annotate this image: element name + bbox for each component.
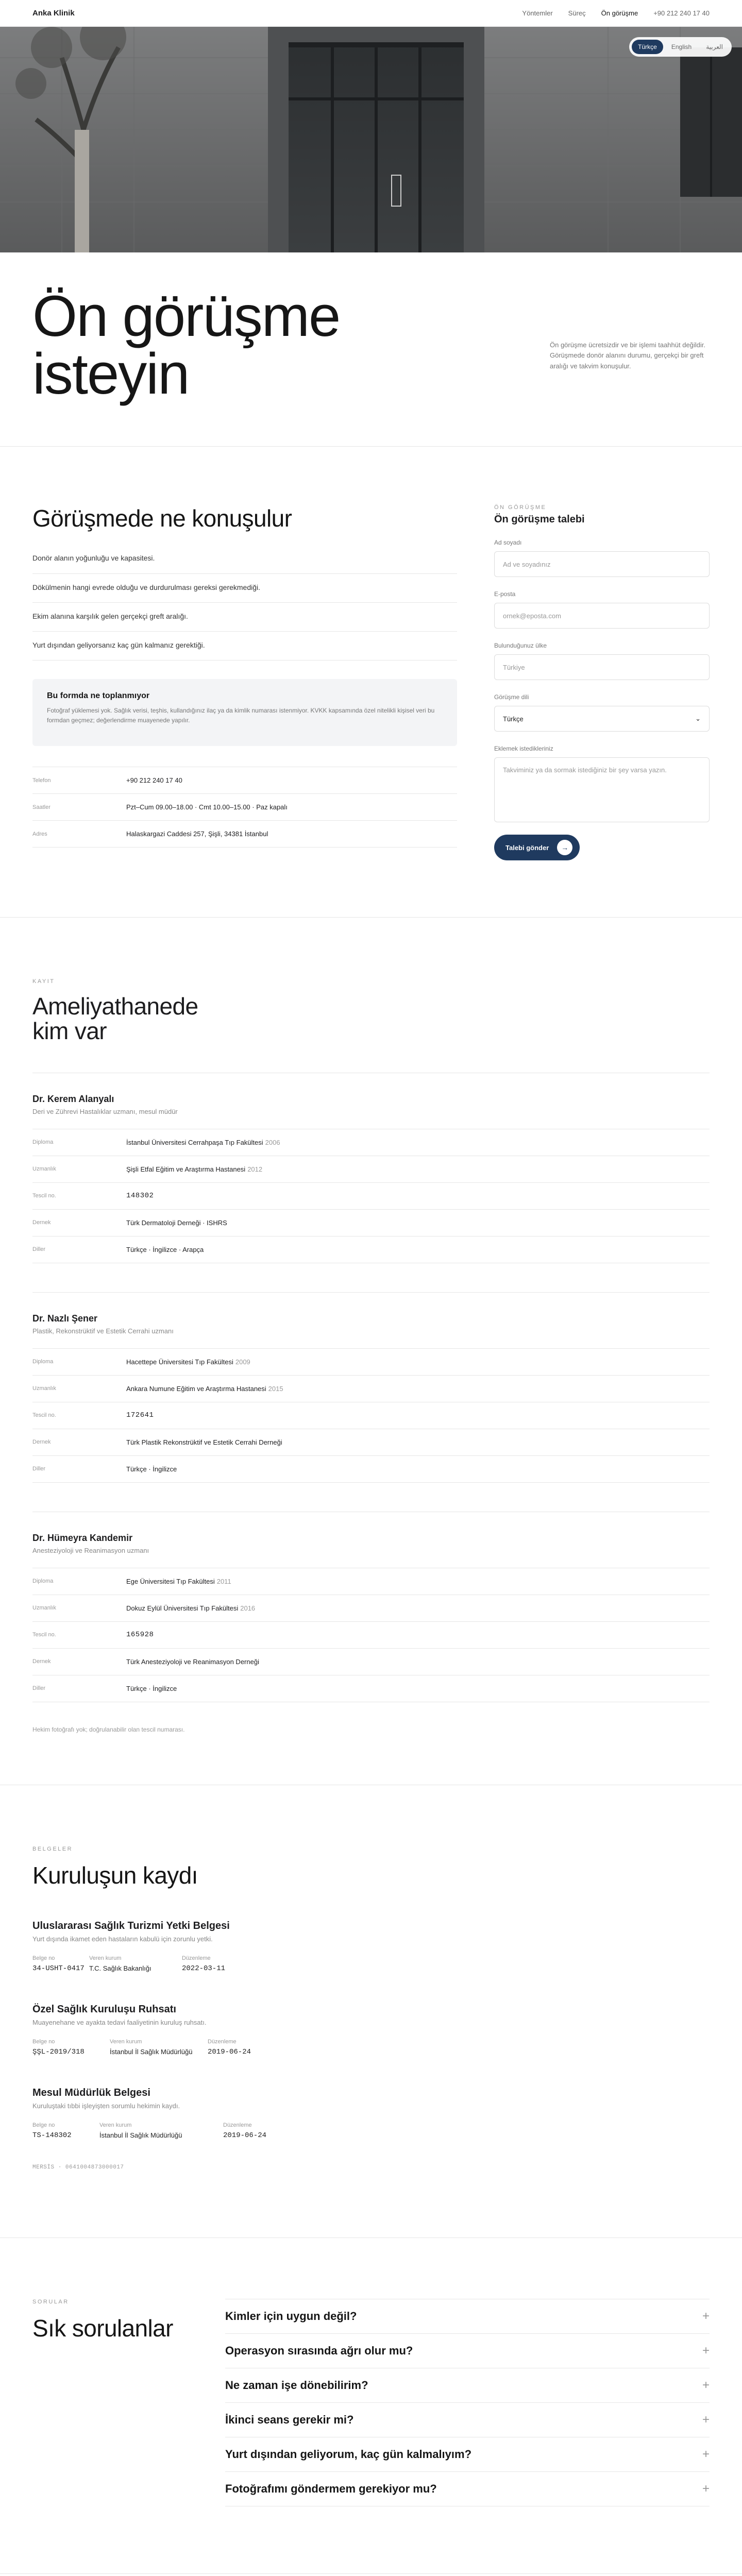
staff-section	[0, 918, 742, 1785]
detail-row	[32, 1210, 710, 1236]
detail-key: Diller	[32, 1685, 46, 1692]
plus-icon: +	[702, 2343, 710, 2358]
contact-row	[32, 767, 457, 794]
detail-year: 2006	[265, 1138, 280, 1146]
doctor-specialty: Anesteziyoloji ve Reanimasyon uzmanı	[32, 1546, 149, 1554]
privacy-note-text: Fotoğraf yüklemesi yok. Sağlık verisi, teşhis, kullandığınız ilaç ya da kimlik numarası istenmiyor. KVKK kapsamında özel nitelikli kişisel veri bu formdan geçmez; değerlendirme muayenede yapılır.	[47, 707, 435, 724]
topic-item: Donör alanın yoğunluğu ve kapasitesi.	[32, 554, 155, 562]
faq-question[interactable]: Yurt dışından geliyorum, kaç gün kalmalıyım? +	[225, 2437, 710, 2472]
doctor-name: Dr. Nazlı Şener	[32, 1313, 98, 1324]
consult-section	[0, 447, 742, 918]
plus-icon: +	[702, 2378, 710, 2392]
brand-logo[interactable]: Anka Klinik	[32, 9, 75, 18]
topic-item: Dökülmenin hangi evrede olduğu ve durdurulması gereksi gerekmediği.	[32, 573, 457, 602]
faq-question[interactable]: İkinci seans gerekir mi? +	[225, 2403, 710, 2437]
record-description: Muayenehane ve ayakta tedavi faaliyetinin kuruluş ruhsatı.	[32, 2018, 207, 2026]
doctor-specialty: Deri ve Zührevi Hastalıklar uzmanı, mesul müdür	[32, 1107, 178, 1115]
record-date: Düzenleme 2022-03-11	[182, 1955, 226, 1973]
contact-table	[32, 767, 457, 848]
email-input[interactable]: ornek@eposta.com	[494, 603, 710, 629]
record-title: Özel Sağlık Kuruluşu Ruhsatı	[32, 2003, 176, 2015]
record-meta	[32, 2122, 710, 2140]
detail-row	[32, 1402, 710, 1429]
main-nav	[522, 9, 710, 17]
nav-surec[interactable]: Süreç	[568, 9, 586, 17]
nav-on-gorusme[interactable]: Ön görüşme	[601, 9, 638, 17]
detail-row	[32, 1456, 710, 1483]
detail-year: 2016	[240, 1604, 256, 1612]
lang-en[interactable]: English	[671, 43, 692, 50]
detail-value: Türk Anesteziyoloji ve Reanimasyon Derneği	[126, 1657, 259, 1666]
detail-row	[32, 1595, 710, 1622]
records-section	[0, 1785, 742, 2238]
detail-key: Uzmanlık	[32, 1605, 56, 1612]
consult-topics	[32, 554, 457, 660]
site-header	[0, 0, 742, 27]
doctor-details	[32, 1568, 710, 1702]
doctor-card	[32, 1512, 710, 1702]
staff-footnote: Hekim fotoğrafı yok; doğrulanabilir olan tescil numarası.	[32, 1725, 185, 1733]
record-no: Belge no TS-148302	[32, 2122, 72, 2140]
submit-label: Talebi gönder	[505, 843, 549, 852]
name-field-group	[494, 539, 710, 577]
detail-value: Dokuz Eylül Üniversitesi Tıp Fakültesi	[126, 1604, 239, 1612]
contact-hours: Pzt–Cum 09.00–18.00 · Cmt 10.00–15.00 · Paz kapalı	[126, 803, 288, 811]
plus-icon: +	[702, 2412, 710, 2427]
staff-title-line1: Ameliyathanede	[32, 993, 198, 1020]
detail-key: Dernek	[32, 1658, 51, 1665]
detail-key: Diploma	[32, 1359, 54, 1365]
plus-icon: +	[702, 2481, 710, 2496]
detail-value: İstanbul Üniversitesi Cerrahpaşa Tıp Fakültesi	[126, 1138, 263, 1146]
record-item	[32, 2087, 710, 2140]
detail-year: 2011	[216, 1577, 231, 1585]
consult-title: Görüşmede ne konuşulur	[32, 505, 292, 532]
email-field-group	[494, 590, 710, 629]
record-item	[32, 1920, 710, 1973]
contact-key: Telefon	[32, 777, 51, 784]
detail-value: 172641	[126, 1411, 154, 1420]
detail-value: Türkçe · İngilizce · Arapça	[126, 1245, 204, 1253]
name-label: Ad soyadı	[494, 539, 522, 546]
record-issuer: Veren kurum İstanbul İl Sağlık Müdürlüğü	[99, 2122, 182, 2139]
faq-list	[225, 2299, 710, 2506]
detail-row	[32, 1649, 710, 1675]
nav-yontemler[interactable]: Yöntemler	[522, 9, 553, 17]
doctor-details	[32, 1348, 710, 1483]
building-entrance-illustration	[0, 27, 742, 252]
faq-question[interactable]: Ne zaman işe dönebilirim? +	[225, 2368, 710, 2403]
record-issuer: Veren kurum İstanbul İl Sağlık Müdürlüğü	[110, 2038, 193, 2056]
records-title: Kuruluşun kaydı	[32, 1861, 198, 1889]
country-input[interactable]: Türkiye	[494, 654, 710, 680]
faq-question[interactable]: Operasyon sırasında ağrı olur mu? +	[225, 2334, 710, 2368]
topic-item: Yurt dışından geliyorsanız kaç gün kalmanız gerektiği.	[32, 631, 457, 660]
detail-value: Hacettepe Üniversitesi Tıp Fakültesi	[126, 1358, 233, 1366]
page-title	[32, 284, 424, 406]
doctor-specialty: Plastik, Rekonstrüktif ve Estetik Cerrahi uzmanı	[32, 1327, 174, 1335]
consult-form	[494, 504, 710, 860]
detail-value: Türk Dermatoloji Derneği · ISHRS	[126, 1218, 227, 1227]
record-meta	[32, 2039, 710, 2056]
nav-phone[interactable]: +90 212 240 17 40	[653, 9, 710, 17]
faq-eyebrow: SORULAR	[32, 2298, 69, 2305]
record-date: Düzenleme 2019-06-24	[223, 2122, 267, 2140]
staff-title-line2: kim var	[32, 1018, 107, 1045]
detail-year: 2009	[235, 1358, 250, 1366]
email-label: E-posta	[494, 590, 516, 598]
detail-key: Tescil no.	[32, 1412, 56, 1419]
name-input[interactable]: Ad ve soyadınız	[494, 551, 710, 577]
detail-row	[32, 1349, 710, 1376]
doctor-card	[32, 1073, 710, 1263]
topic-item: Ekim alanına karşılık gelen gerçekçi greft aralığı.	[32, 602, 457, 631]
language-select-value: Türkçe	[503, 715, 524, 723]
detail-row	[32, 1376, 710, 1402]
record-title: Mesul Müdürlük Belgesi	[32, 2087, 150, 2098]
extra-field-group	[494, 745, 710, 822]
detail-value: Ege Üniversitesi Tıp Fakültesi	[126, 1577, 215, 1585]
form-eyebrow: ÖN GÖRÜŞME	[494, 504, 547, 511]
lang-ar[interactable]: العربية	[706, 43, 723, 50]
detail-value: Türk Plastik Rekonstrüktif ve Estetik Cerrahi Derneği	[126, 1438, 282, 1446]
detail-key: Uzmanlık	[32, 1166, 56, 1173]
detail-row	[32, 1129, 710, 1156]
page-title-line1: Ön görüşme	[32, 284, 340, 348]
extra-label: Eklemek istedikleriniz	[494, 745, 553, 752]
record-issuer: Veren kurum T.C. Sağlık Bakanlığı	[89, 1955, 151, 1972]
faq-title: Sık sorulanlar	[32, 2314, 173, 2342]
language-switcher	[629, 37, 732, 57]
form-title: Ön görüşme talebi	[494, 514, 585, 525]
detail-value: 165928	[126, 1631, 154, 1639]
extra-textarea[interactable]: Takviminiz ya da sormak istediğiniz bir şey varsa yazın.	[494, 757, 710, 822]
faq-question[interactable]: Fotoğrafımı göndermem gerekiyor mu? +	[225, 2472, 710, 2506]
lang-tr[interactable]: Türkçe	[632, 40, 663, 54]
record-title: Uluslararası Sağlık Turizmi Yetki Belgesi	[32, 1920, 230, 1931]
staff-eyebrow: KAYIT	[32, 978, 55, 985]
consult-info	[32, 504, 457, 860]
record-description: Kuruluştaki tıbbi işleyişten sorumlu hekimin kaydı.	[32, 2102, 180, 2110]
language-select[interactable]	[494, 706, 710, 732]
detail-row	[32, 1183, 710, 1210]
detail-row	[32, 1429, 710, 1456]
page-title-section	[0, 252, 742, 447]
detail-year: 2015	[268, 1384, 283, 1393]
record-no: Belge no ŞŞL-2019/318	[32, 2038, 85, 2056]
record-date: Düzenleme 2019-06-24	[208, 2038, 251, 2056]
contact-row	[32, 821, 457, 848]
submit-button[interactable]	[494, 835, 580, 860]
detail-key: Diller	[32, 1246, 46, 1253]
detail-row	[32, 1156, 710, 1183]
language-field-group	[494, 693, 710, 732]
detail-key: Diploma	[32, 1139, 54, 1146]
country-label: Bulunduğunuz ülke	[494, 642, 547, 649]
privacy-note-title: Bu formda ne toplanmıyor	[47, 691, 150, 700]
detail-key: Uzmanlık	[32, 1385, 56, 1392]
page-intro: Ön görüşme ücretsizdir ve bir işlemi taahhüt değildir. Görüşmede donör alanını durumu, gerçekçi bir greft aralığı ve takvim konuşulur.	[550, 341, 706, 370]
detail-key: Tescil no.	[32, 1632, 56, 1638]
doctor-card	[32, 1292, 710, 1483]
site-footer	[0, 2574, 742, 2576]
mersis-number: MERSİS · 0641004873000017	[32, 2164, 124, 2171]
detail-key: Dernek	[32, 1219, 51, 1226]
record-meta	[32, 1955, 710, 1973]
doctor-details	[32, 1129, 710, 1263]
faq-section	[0, 2238, 742, 2574]
detail-key: Diploma	[32, 1578, 54, 1585]
detail-key: Diller	[32, 1466, 46, 1472]
contact-phone[interactable]: +90 212 240 17 40	[126, 776, 182, 784]
record-item	[32, 2004, 710, 2056]
contact-key: Saatler	[32, 804, 50, 810]
detail-row	[32, 1622, 710, 1649]
plus-icon: +	[702, 2447, 710, 2461]
detail-row	[32, 1675, 710, 1702]
privacy-note	[32, 679, 457, 746]
contact-row	[32, 794, 457, 821]
detail-value: Şişli Etfal Eğitim ve Araştırma Hastanesi	[126, 1165, 246, 1173]
detail-value: Türkçe · İngilizce	[126, 1684, 177, 1692]
detail-key: Dernek	[32, 1439, 51, 1446]
detail-value: Türkçe · İngilizce	[126, 1465, 177, 1473]
detail-value: 148302	[126, 1192, 154, 1200]
faq-question[interactable]: Kimler için uygun değil? +	[225, 2299, 710, 2334]
language-label: Görüşme dili	[494, 693, 529, 701]
record-no: Belge no 34-USHT-0417	[32, 1955, 85, 1973]
detail-row	[32, 1236, 710, 1263]
detail-value: Ankara Numune Eğitim ve Araştırma Hastanesi	[126, 1384, 266, 1393]
hero-image	[0, 27, 742, 252]
record-description: Yurt dışında ikamet eden hastaların kabulü için zorunlu yetki.	[32, 1935, 213, 1943]
records-eyebrow: BELGELER	[32, 1845, 73, 1852]
faq-heading	[32, 2299, 187, 2506]
contact-key: Adres	[32, 831, 47, 837]
detail-key: Tescil no.	[32, 1193, 56, 1199]
arrow-right-icon: →	[557, 840, 572, 855]
plus-icon: +	[702, 2309, 710, 2323]
country-field-group	[494, 642, 710, 680]
staff-title	[32, 994, 249, 1044]
doctor-name: Dr. Hümeyra Kandemir	[32, 1532, 133, 1543]
page-title-line2: isteyin	[32, 342, 189, 406]
detail-row	[32, 1568, 710, 1595]
detail-year: 2012	[247, 1165, 263, 1173]
chevron-down-icon: ⌄	[695, 715, 701, 722]
doctor-name: Dr. Kerem Alanyalı	[32, 1093, 114, 1104]
contact-address: Halaskargazi Caddesi 257, Şişli, 34381 İstanbul	[126, 830, 268, 838]
